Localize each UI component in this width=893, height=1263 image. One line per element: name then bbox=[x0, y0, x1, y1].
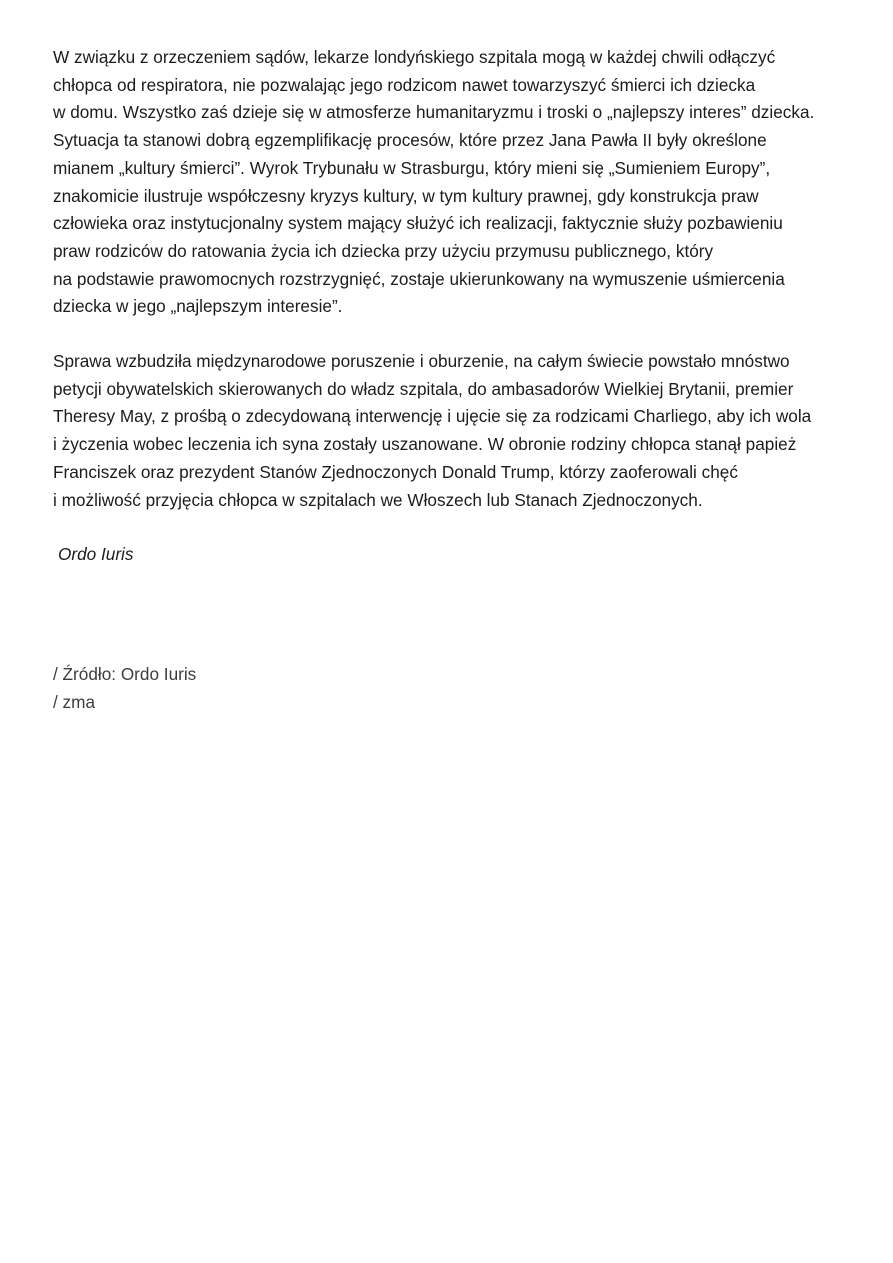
article-meta bbox=[53, 661, 853, 716]
paragraph-line: na podstawie prawomocnych rozstrzygnięć, zostaje ukierunkowany na wymuszenie uśmiercenia bbox=[53, 268, 785, 289]
author-credit: / zma bbox=[53, 691, 96, 712]
article-signature: Ordo Iuris bbox=[58, 544, 134, 565]
paragraph-line: Franciszek oraz prezydent Stanów Zjednoczonych Donald Trump, którzy zaoferowali chęć bbox=[53, 461, 738, 482]
paragraph-line: w domu. Wszystko zaś dzieje się w atmosferze humanitaryzmu i troski o „najlepszy interes” dziecka. bbox=[53, 102, 815, 123]
paragraph-line: i życzenia wobec leczenia ich syna zostały uszanowane. W obronie rodziny chłopca stanął papież bbox=[53, 434, 797, 455]
paragraph-line: mianem „kultury śmierci”. Wyrok Trybunału w Strasburgu, który mieni się „Sumieniem Europy”, bbox=[53, 157, 771, 178]
source-credit: / Źródło: Ordo Iuris bbox=[53, 663, 197, 684]
paragraph-line: praw rodziców do ratowania życia ich dziecka przy użyciu przymusu publicznego, który bbox=[53, 240, 714, 261]
paragraph-line: znakomicie ilustruje współczesny kryzys kultury, w tym kultury prawnej, gdy konstrukcja praw bbox=[53, 185, 759, 206]
paragraph-line: petycji obywatelskich skierowanych do władz szpitala, do ambasadorów Wielkiej Brytanii, premier bbox=[53, 378, 794, 399]
paragraph-line: człowieka oraz instytucjonalny system mający służyć ich realizacji, faktycznie służy pozbawieniu bbox=[53, 213, 783, 234]
article-body bbox=[53, 44, 853, 716]
paragraph-line: dziecka w jego „najlepszym interesie”. bbox=[53, 296, 343, 317]
paragraph-line: i możliwość przyjęcia chłopca w szpitalach we Włoszech lub Stanach Zjednoczonych. bbox=[53, 489, 703, 510]
paragraph-line: Sytuacja ta stanowi dobrą egzemplifikację procesów, które przez Jana Pawła II były określone bbox=[53, 130, 767, 151]
paragraph-line: Theresy May, z prośbą o zdecydowaną interwencję i ujęcie się za rodzicami Charliego, aby ich wola bbox=[53, 406, 812, 427]
paragraph-line: Sprawa wzbudziła międzynarodowe poruszenie i oburzenie, na całym świecie powstało mnóstwo bbox=[53, 351, 790, 372]
paragraph-line: W związku z orzeczeniem sądów, lekarze londyńskiego szpitala mogą w każdej chwili odłączyć bbox=[53, 47, 776, 67]
paragraph-line: chłopca od respiratora, nie pozwalając jego rodzicom nawet towarzyszyć śmierci ich dziecka bbox=[53, 74, 756, 95]
paragraph-2 bbox=[53, 348, 853, 514]
paragraph-1 bbox=[53, 44, 853, 321]
